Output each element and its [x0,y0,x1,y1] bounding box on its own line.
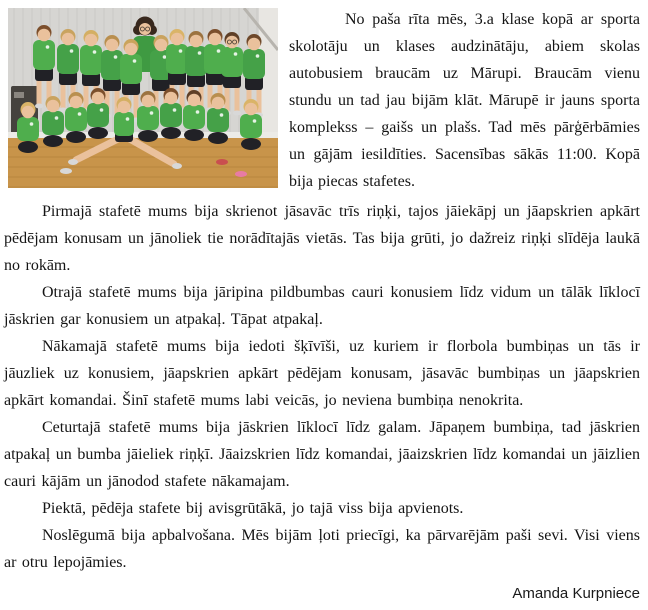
paragraph-stage-1: Pirmajā stafetē mums bija skrienot jāsavāc trīs riņķi, tajos jāiekāpj un jāapskrien apkārt pēdējam konusam un jānoliek tie norādītajās vietās. Tas bija grūti, jo dažreiz riņķi slīdēja laukā no rokām. [4,203,640,274]
class-photo-illustration [8,8,278,188]
author-signature: Amanda Kurpniece [512,585,640,602]
paragraph-closing: Noslēgumā bija apbalvošana. Mēs bijām ļoti priecīgi, ka pārvarējām paši sevi. Visi viens ar otru lepojāmies. [4,527,640,571]
paragraph-stage-5: Piektā, pēdēja stafete bij avisgrūtākā, jo tajā viss bija apvienots. [42,500,464,517]
paragraph-stage-3: Nākamajā stafetē mums bija iedoti šķīvīši, uz kuriem ir florbola bumbiņas un tās ir jāuzliek uz konusiem, jāapskrien apkārt pēdējam konusam, jāsavāc bumbiņas un jāapskrien apkārt komandai. Šinī stafetē mums labi veicās, jo neviena bumbiņa nenokrita. [4,338,640,409]
paragraph-stage-4: Ceturtajā stafetē mums bija jāskrien līklocī līdz galam. Jāpaņem bumbiņa, tad jāskrien atpakaļ un bumba jāieliek riņķī. Jāaizskrien līdz komandai, jāaizskrien līdz komandai un jāizlien cauri kājām un jānodod stafete nākamajam. [4,419,640,490]
paragraph-stage-2: Otrajā stafetē mums bija jāripina pildbumbas cauri konusiem līdz vidum un tālāk līklocī jāskrien gar konusiem un atpakaļ. Tāpat atpakaļ. [4,284,640,328]
paragraph-intro: No paša rīta mēs, 3.a klase kopā ar sporta skolotāju un klases audzinātāju, abiem skolas autobusiem braucām uz Mārupi. Braucām vienu stundu un tad jau bijām klāt. Mārupē ir jauns sporta komplekss – gaišs un plašs. Tad mēs pārģērbāmies un gājām iesildīties. Sacensības sākās 11:00. Kopā bija piecas stafetes. [289,11,640,190]
class-photo [8,8,278,188]
